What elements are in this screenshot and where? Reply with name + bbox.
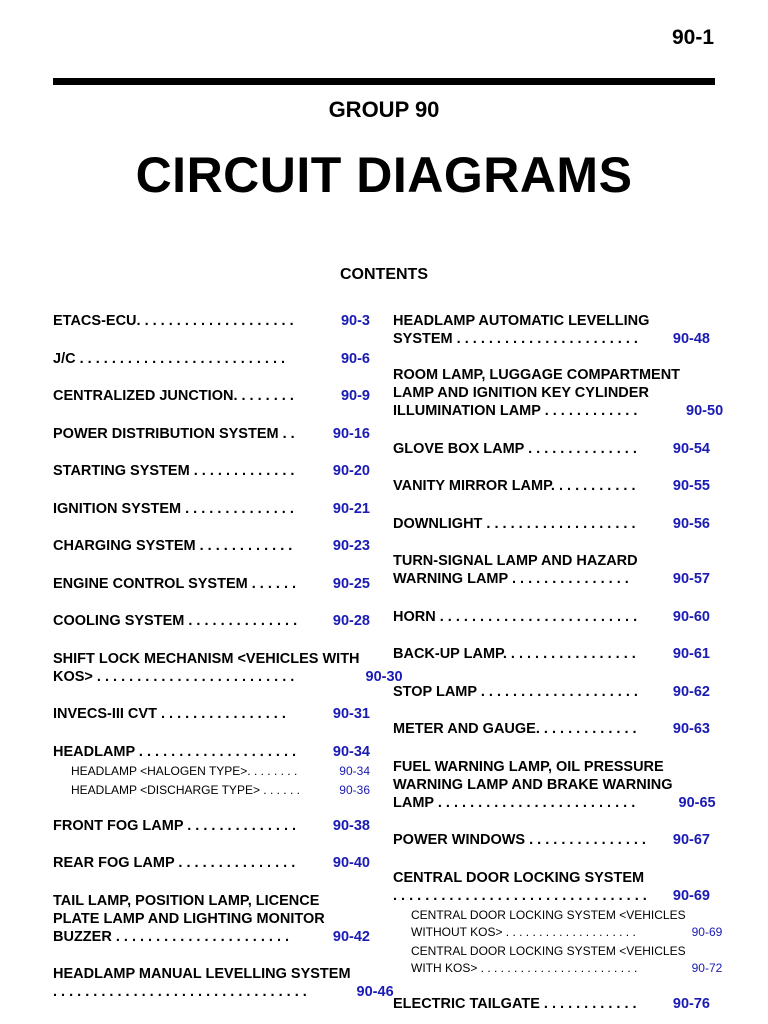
toc-entry-line: HEADLAMP <HALOGEN TYPE>. . . . . . . .	[71, 763, 298, 778]
toc-entry-title	[393, 440, 667, 458]
toc-page-link[interactable]: 90-56	[672, 515, 710, 532]
toc-page-link[interactable]: 90-34	[332, 743, 370, 760]
toc-sub-entry[interactable]	[53, 763, 370, 780]
toc-sub-entry[interactable]	[53, 782, 370, 799]
toc-entry[interactable]	[393, 831, 710, 849]
toc-entry[interactable]	[53, 965, 394, 1001]
group-heading: GROUP 90	[328, 97, 440, 122]
toc-entry[interactable]	[53, 500, 370, 518]
page-number: 90-1	[671, 26, 714, 49]
toc-page-link[interactable]: 90-28	[332, 613, 370, 629]
toc-entry-title	[393, 312, 667, 348]
toc-page-link[interactable]: 90-31	[332, 706, 370, 722]
toc-entry-line: WITH KOS> . . . . . . . . . . . . . . . . . . . . . . . .	[411, 960, 638, 975]
contents-column-right	[393, 312, 724, 1013]
toc-page-link[interactable]: 90-55	[672, 478, 710, 494]
toc-entry[interactable]	[393, 515, 710, 533]
toc-entry[interactable]	[393, 995, 710, 1013]
toc-page-link[interactable]: 90-38	[332, 817, 370, 834]
toc-entry-title	[53, 425, 327, 443]
toc-entry-line: HEADLAMP MANUAL LEVELLING SYSTEM	[53, 966, 351, 982]
toc-entry-title	[53, 705, 327, 723]
toc-entry-line: INVECS-III CVT . . . . . . . . . . . . . . . .	[53, 706, 286, 722]
toc-entry[interactable]	[53, 312, 370, 330]
page-title: CIRCUIT DIAGRAMS	[135, 147, 633, 203]
toc-entry[interactable]	[393, 720, 710, 738]
toc-entry-title	[53, 612, 327, 630]
toc-entry-line: GLOVE BOX LAMP . . . . . . . . . . . . . .	[393, 440, 637, 457]
toc-entry-line: . . . . . . . . . . . . . . . . . . . . . . . . . . . . . . . .	[53, 984, 307, 1000]
toc-entry-line: ELECTRIC TAILGATE . . . . . . . . . . . .	[393, 995, 637, 1012]
toc-page-link[interactable]: 90-42	[332, 928, 370, 945]
toc-entry-line: FRONT FOG LAMP . . . . . . . . . . . . . .	[53, 817, 297, 834]
toc-entry-title	[393, 869, 667, 905]
toc-entry[interactable]	[393, 683, 710, 701]
header-rule	[53, 78, 715, 85]
toc-entry-line: VANITY MIRROR LAMP. . . . . . . . . . .	[393, 478, 636, 494]
toc-entry-line: STOP LAMP . . . . . . . . . . . . . . . . . . . .	[393, 683, 638, 700]
toc-entry-line: TURN-SIGNAL LAMP AND HAZARD	[393, 553, 638, 569]
toc-entry-title	[53, 387, 335, 405]
toc-entry-title	[53, 782, 333, 799]
toc-entry-title	[393, 720, 667, 738]
toc-page-link[interactable]: 90-67	[672, 832, 710, 848]
toc-entry-line: ETACS-ECU. . . . . . . . . . . . . . . . . . . .	[53, 313, 294, 329]
toc-page-link[interactable]: 90-6	[340, 350, 370, 367]
toc-entry-title	[53, 817, 327, 835]
toc-page-link[interactable]: 90-63	[672, 721, 710, 737]
toc-entry-line: BUZZER . . . . . . . . . . . . . . . . . . . . . .	[53, 928, 290, 945]
toc-entry[interactable]	[53, 612, 370, 630]
toc-entry[interactable]	[393, 552, 710, 588]
toc-entry-title	[393, 552, 667, 588]
toc-entry-title	[53, 575, 327, 593]
toc-entry[interactable]	[393, 312, 710, 348]
toc-entry[interactable]	[53, 650, 403, 686]
toc-entry[interactable]	[53, 462, 370, 480]
toc-entry[interactable]	[393, 366, 724, 420]
toc-entry-line: FUEL WARNING LAMP, OIL PRESSURE	[393, 758, 664, 775]
toc-page-link[interactable]: 90-62	[672, 683, 710, 700]
toc-entry[interactable]	[393, 645, 710, 663]
toc-entry-title	[53, 312, 335, 330]
toc-entry-line: CHARGING SYSTEM . . . . . . . . . . . .	[53, 538, 293, 554]
toc-entry-line: HEADLAMP . . . . . . . . . . . . . . . . . . . .	[53, 743, 297, 760]
toc-entry-title	[53, 350, 335, 368]
toc-entry-title	[53, 462, 327, 480]
toc-entry-line: LAMP AND IGNITION KEY CYLINDER	[393, 385, 649, 401]
toc-entry-line: WARNING LAMP AND BRAKE WARNING	[393, 776, 673, 793]
toc-entry-line: SYSTEM . . . . . . . . . . . . . . . . . . . . . . .	[393, 331, 638, 347]
toc-entry-line: CENTRALIZED JUNCTION. . . . . . . .	[53, 388, 294, 404]
toc-entry-line: LAMP . . . . . . . . . . . . . . . . . . . . . . . . .	[393, 794, 636, 811]
toc-entry-line: WITHOUT KOS> . . . . . . . . . . . . . . . . . . . .	[411, 924, 636, 939]
toc-entry-line: CENTRAL DOOR LOCKING SYSTEM <VEHICLES	[411, 907, 686, 922]
toc-entry-line: HEADLAMP <DISCHARGE TYPE> . . . . . .	[71, 782, 300, 797]
toc-entry[interactable]	[393, 758, 716, 812]
toc-entry-title	[53, 500, 327, 518]
toc-entry[interactable]	[53, 575, 370, 593]
toc-page-link[interactable]: 90-40	[332, 855, 370, 871]
toc-entry-title	[393, 608, 667, 626]
toc-entry-title	[393, 943, 686, 977]
toc-entry[interactable]	[393, 477, 710, 495]
toc-entry-title	[393, 366, 680, 420]
toc-entry[interactable]	[393, 869, 710, 905]
toc-entry[interactable]	[53, 387, 370, 405]
toc-entry[interactable]	[53, 854, 370, 872]
toc-entry-line: ENGINE CONTROL SYSTEM . . . . . .	[53, 575, 297, 592]
toc-entry-line: HORN . . . . . . . . . . . . . . . . . . . . . . . . .	[393, 608, 638, 625]
toc-entry-line: PLATE LAMP AND LIGHTING MONITOR	[53, 910, 325, 927]
toc-entry-title	[53, 763, 333, 780]
toc-entry-line: REAR FOG LAMP . . . . . . . . . . . . . . .	[53, 855, 296, 871]
toc-entry-line: TAIL LAMP, POSITION LAMP, LICENCE	[53, 892, 320, 909]
toc-entry-title	[393, 758, 673, 812]
toc-sub-entry[interactable]	[393, 907, 723, 941]
toc-page-link[interactable]: 90-69	[691, 924, 723, 939]
toc-entry-line: IGNITION SYSTEM . . . . . . . . . . . . . .	[53, 500, 294, 517]
toc-page-link[interactable]: 90-16	[332, 425, 370, 442]
toc-entry-line: ILLUMINATION LAMP . . . . . . . . . . . .	[393, 403, 638, 419]
toc-page-link[interactable]: 90-34	[339, 763, 370, 778]
toc-entry[interactable]	[53, 537, 370, 555]
toc-page-link[interactable]: 90-20	[332, 463, 370, 479]
toc-entry-title	[53, 854, 327, 872]
toc-entry-title	[53, 743, 327, 761]
toc-entry-line: J/C . . . . . . . . . . . . . . . . . . . . . . . . . .	[53, 350, 286, 367]
toc-page-link[interactable]: 90-21	[332, 500, 370, 517]
toc-entry[interactable]	[393, 440, 710, 458]
toc-entry-line: STARTING SYSTEM . . . . . . . . . . . . .	[53, 463, 295, 479]
toc-entry-title	[393, 645, 667, 663]
toc-sub-entry[interactable]	[393, 943, 723, 977]
toc-entry-line: CENTRAL DOOR LOCKING SYSTEM	[393, 869, 645, 886]
toc-entry-line: DOWNLIGHT . . . . . . . . . . . . . . . . . . .	[393, 515, 636, 532]
toc-page-link[interactable]: 90-76	[672, 995, 710, 1012]
toc-entry-title	[53, 650, 360, 686]
toc-page-link[interactable]: 90-36	[339, 782, 370, 797]
toc-entry-line: POWER WINDOWS . . . . . . . . . . . . . . .	[393, 832, 646, 848]
toc-page-link[interactable]: 90-65	[678, 794, 716, 811]
toc-entry-line: CENTRAL DOOR LOCKING SYSTEM <VEHICLES	[411, 943, 686, 958]
toc-page-link[interactable]: 90-54	[672, 440, 710, 457]
toc-entry-title	[53, 965, 351, 1001]
toc-entry-title	[393, 831, 667, 849]
toc-page-link[interactable]: 90-60	[672, 608, 710, 625]
toc-entry-title	[53, 537, 327, 555]
toc-entry[interactable]	[53, 743, 370, 761]
toc-entry-line: SHIFT LOCK MECHANISM <VEHICLES WITH	[53, 650, 360, 667]
toc-entry-title	[393, 683, 667, 701]
contents-heading: CONTENTS	[340, 266, 428, 283]
toc-entry-title	[393, 515, 667, 533]
toc-entry-title	[393, 477, 667, 495]
toc-page-link[interactable]: 90-25	[332, 575, 370, 592]
toc-entry[interactable]	[393, 608, 710, 626]
toc-entry-line: BACK-UP LAMP. . . . . . . . . . . . . . . . .	[393, 646, 636, 662]
toc-entry[interactable]	[53, 892, 370, 946]
toc-entry[interactable]	[53, 425, 370, 443]
toc-entry-line: POWER DISTRIBUTION SYSTEM . .	[53, 425, 295, 442]
toc-page-link[interactable]: 90-61	[672, 646, 710, 662]
toc-page-link[interactable]: 90-57	[672, 571, 710, 587]
toc-page-link[interactable]: 90-50	[686, 403, 724, 419]
toc-entry[interactable]	[53, 350, 370, 368]
toc-entry-line: METER AND GAUGE. . . . . . . . . . . . .	[393, 721, 637, 737]
toc-entry-line: WARNING LAMP . . . . . . . . . . . . . . .	[393, 571, 629, 587]
toc-page-link[interactable]: 90-48	[672, 331, 710, 347]
toc-page-link[interactable]: 90-23	[332, 538, 370, 554]
toc-entry-title	[53, 892, 327, 946]
toc-page-link[interactable]: 90-30	[365, 668, 403, 685]
toc-page-link[interactable]: 90-9	[340, 388, 370, 404]
toc-entry[interactable]	[53, 705, 370, 723]
toc-entry-title	[393, 907, 686, 941]
contents-column-left	[53, 312, 403, 1001]
toc-page-link[interactable]: 90-72	[691, 960, 723, 975]
toc-page-link[interactable]: 90-46	[356, 984, 394, 1000]
toc-entry-title	[393, 995, 667, 1013]
toc-entry-line: . . . . . . . . . . . . . . . . . . . . . . . . . . . . . . . .	[393, 887, 647, 904]
toc-entry-line: KOS> . . . . . . . . . . . . . . . . . . . . . . . . .	[53, 668, 295, 685]
toc-entry-line: COOLING SYSTEM . . . . . . . . . . . . . .	[53, 613, 298, 629]
toc-entry-line: ROOM LAMP, LUGGAGE COMPARTMENT	[393, 367, 681, 383]
toc-entry-line: HEADLAMP AUTOMATIC LEVELLING	[393, 313, 650, 329]
toc-page-link[interactable]: 90-69	[672, 887, 710, 904]
toc-entry[interactable]	[53, 817, 370, 835]
toc-page-link[interactable]: 90-3	[340, 313, 370, 329]
